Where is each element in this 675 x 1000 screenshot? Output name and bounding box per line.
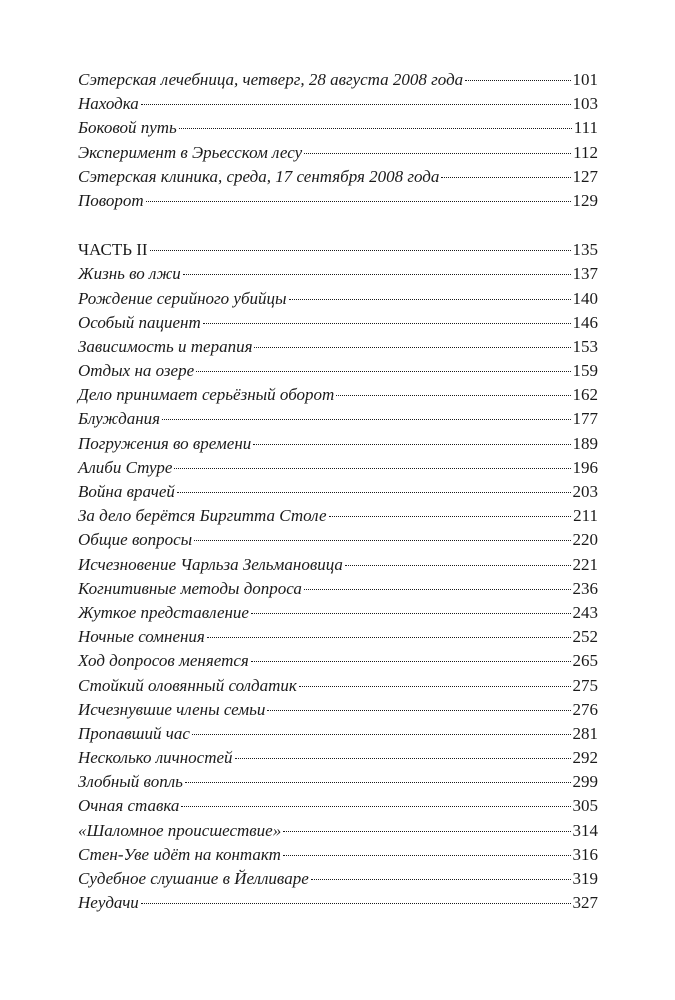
toc-entry-page: 276 [572,699,598,719]
toc-entry [78,577,598,601]
toc-dot-leader [251,661,571,662]
toc-entry-page: 162 [572,385,598,405]
toc-entry-title: Блуждания [78,409,161,429]
toc-dot-leader [304,153,571,154]
toc-entry [78,311,598,335]
toc-entry [78,189,598,213]
toc-entry [78,674,598,698]
toc-entry-title: Особый пациент [78,312,201,332]
toc-entry-title: За дело берётся Биргитта Столе [78,506,327,526]
toc-entry-title: Жуткое представление [78,602,249,622]
toc-dot-leader [162,419,570,420]
toc-entry [78,165,598,189]
toc-entry [78,116,598,140]
toc-entry [78,262,598,286]
toc-entry-title: Эксперимент в Эрьесском лесу [78,142,303,162]
toc-group-part-one-end [78,68,598,213]
toc-entry-title: Неудачи [78,893,139,913]
toc-entry-title: Ход допросов меняется [78,651,249,671]
toc-dot-leader [194,540,570,541]
toc-entry-title: Сэтерская лечебница, четверг, 28 августа 2008 года [78,70,464,89]
toc-dot-leader [196,371,570,372]
toc-entry-page: 127 [572,166,598,186]
toc-dot-leader [254,347,570,348]
toc-entry-page: 101 [572,70,598,89]
toc-dot-leader [311,879,571,880]
toc-entry [78,335,598,359]
toc-entry-page: 196 [572,457,598,477]
toc-entry [78,528,598,552]
toc-part-heading [78,238,598,262]
toc-entry [78,287,598,311]
toc-entry-title: Находка [78,94,139,114]
toc-dot-leader [304,589,571,590]
toc-dot-leader [203,323,571,324]
toc-entry-page: 153 [572,336,598,356]
toc-entry-title: Поворот [78,190,144,210]
toc-dot-leader [177,492,571,493]
toc-dot-leader [235,758,571,759]
toc-entry-page: 112 [573,142,598,162]
toc-entry [78,794,598,818]
toc-entry [78,649,598,673]
toc-entry-page: 299 [572,772,598,792]
toc-entry-title: Дело принимает серьёзный оборот [78,385,335,405]
toc-entry-page: 319 [572,869,598,888]
toc-entry-title: Исчезнувшие члены семьи [78,699,266,719]
toc-entry-page: 275 [572,675,598,695]
toc-entry-title: Исчезновение Чарльза Зельмановица [78,554,343,574]
toc-entry-title: «Шаломное происшествие» [78,820,282,840]
toc-entry-page: 203 [572,482,598,501]
toc-entry [78,407,598,431]
toc-dot-leader [181,806,570,807]
toc-entry [78,383,598,407]
toc-dot-leader [207,637,571,638]
toc-entry [78,722,598,746]
toc-dot-leader [336,395,570,396]
toc-entry-title: Отдых на озере [78,361,195,381]
toc-dot-leader [150,250,571,251]
toc-entry [78,432,598,456]
toc-entry-page: 305 [572,796,598,816]
toc-entry-page: 140 [572,288,598,308]
toc-entry-title: Пропавший час [78,723,190,743]
toc-entry-page: 135 [572,240,598,260]
toc-entry [78,867,598,891]
toc-part-title: ЧАСТЬ II [78,240,148,260]
toc-dot-leader [289,299,571,300]
toc-entry-page: 252 [572,627,598,647]
toc-dot-leader [299,686,571,687]
toc-entry [78,891,598,915]
toc-entry-title: Алиби Стуре [78,457,173,477]
toc-dot-leader [283,831,570,832]
toc-dot-leader [141,104,571,105]
toc-entry-title: Стойкий оловянный солдатик [78,675,297,695]
table-of-contents [78,68,598,915]
toc-entry [78,480,598,504]
toc-entry-page: 314 [572,820,598,840]
toc-entry-page: 159 [572,361,598,381]
toc-entry [78,504,598,528]
toc-dot-leader [174,468,570,469]
toc-entry-page: 316 [572,844,598,864]
toc-entry [78,746,598,770]
toc-dot-leader [329,516,572,517]
toc-group-part-two [78,238,598,915]
toc-dot-leader [253,444,570,445]
toc-dot-leader [179,128,572,129]
toc-entry-page: 111 [573,118,598,138]
toc-entry-title: Погружения во времени [78,433,252,453]
toc-dot-leader [251,613,571,614]
toc-entry-title: Боковой путь [78,118,177,138]
toc-entry [78,698,598,722]
toc-dot-leader [141,903,571,904]
toc-entry [78,819,598,843]
toc-entry-title: Рождение серийного убийцы [78,288,287,308]
toc-entry-page: 243 [572,602,598,622]
toc-entry [78,601,598,625]
toc-entry-title: Война врачей [78,482,175,501]
toc-entry-title: Зависимость и терапия [78,336,253,356]
toc-dot-leader [283,855,571,856]
toc-entry-title: Несколько личностей [78,748,233,768]
toc-dot-leader [146,201,571,202]
toc-entry [78,553,598,577]
toc-dot-leader [192,734,571,735]
toc-entry-page: 129 [572,190,598,210]
toc-entry [78,843,598,867]
toc-entry [78,68,598,92]
toc-entry [78,770,598,794]
toc-entry-page: 220 [572,530,598,550]
toc-entry-page: 292 [572,748,598,768]
toc-entry [78,456,598,480]
toc-dot-leader [465,80,570,81]
toc-entry-title: Очная ставка [78,796,180,816]
toc-entry [78,359,598,383]
toc-dot-leader [267,710,570,711]
toc-entry-title: Ночные сомнения [78,627,205,647]
toc-entry [78,625,598,649]
toc-entry-page: 265 [572,651,598,671]
toc-entry-page: 327 [572,893,598,913]
toc-entry-page: 146 [572,312,598,332]
toc-entry-title: Судебное слушание в Йелливаре [78,869,309,888]
toc-entry-title: Стен-Уве идёт на контакт [78,844,281,864]
toc-entry-page: 103 [572,94,598,114]
toc-dot-leader [441,177,570,178]
toc-entry-title: Когнитивные методы допроса [78,578,302,598]
toc-entry [78,141,598,165]
toc-entry [78,92,598,116]
toc-entry-page: 281 [572,723,598,743]
toc-entry-page: 137 [572,264,598,284]
toc-entry-title: Сэтерская клиника, среда, 17 сентября 2008 года [78,166,440,186]
toc-entry-page: 211 [573,506,598,526]
toc-entry-page: 221 [572,554,598,574]
toc-entry-page: 177 [572,409,598,429]
toc-entry-page: 236 [572,578,598,598]
toc-dot-leader [185,782,571,783]
toc-entry-title: Злобный вопль [78,772,183,792]
toc-entry-page: 189 [572,433,598,453]
toc-dot-leader [183,274,571,275]
toc-dot-leader [345,565,571,566]
toc-entry-title: Жизнь во лжи [78,264,181,284]
toc-entry-title: Общие вопросы [78,530,193,550]
